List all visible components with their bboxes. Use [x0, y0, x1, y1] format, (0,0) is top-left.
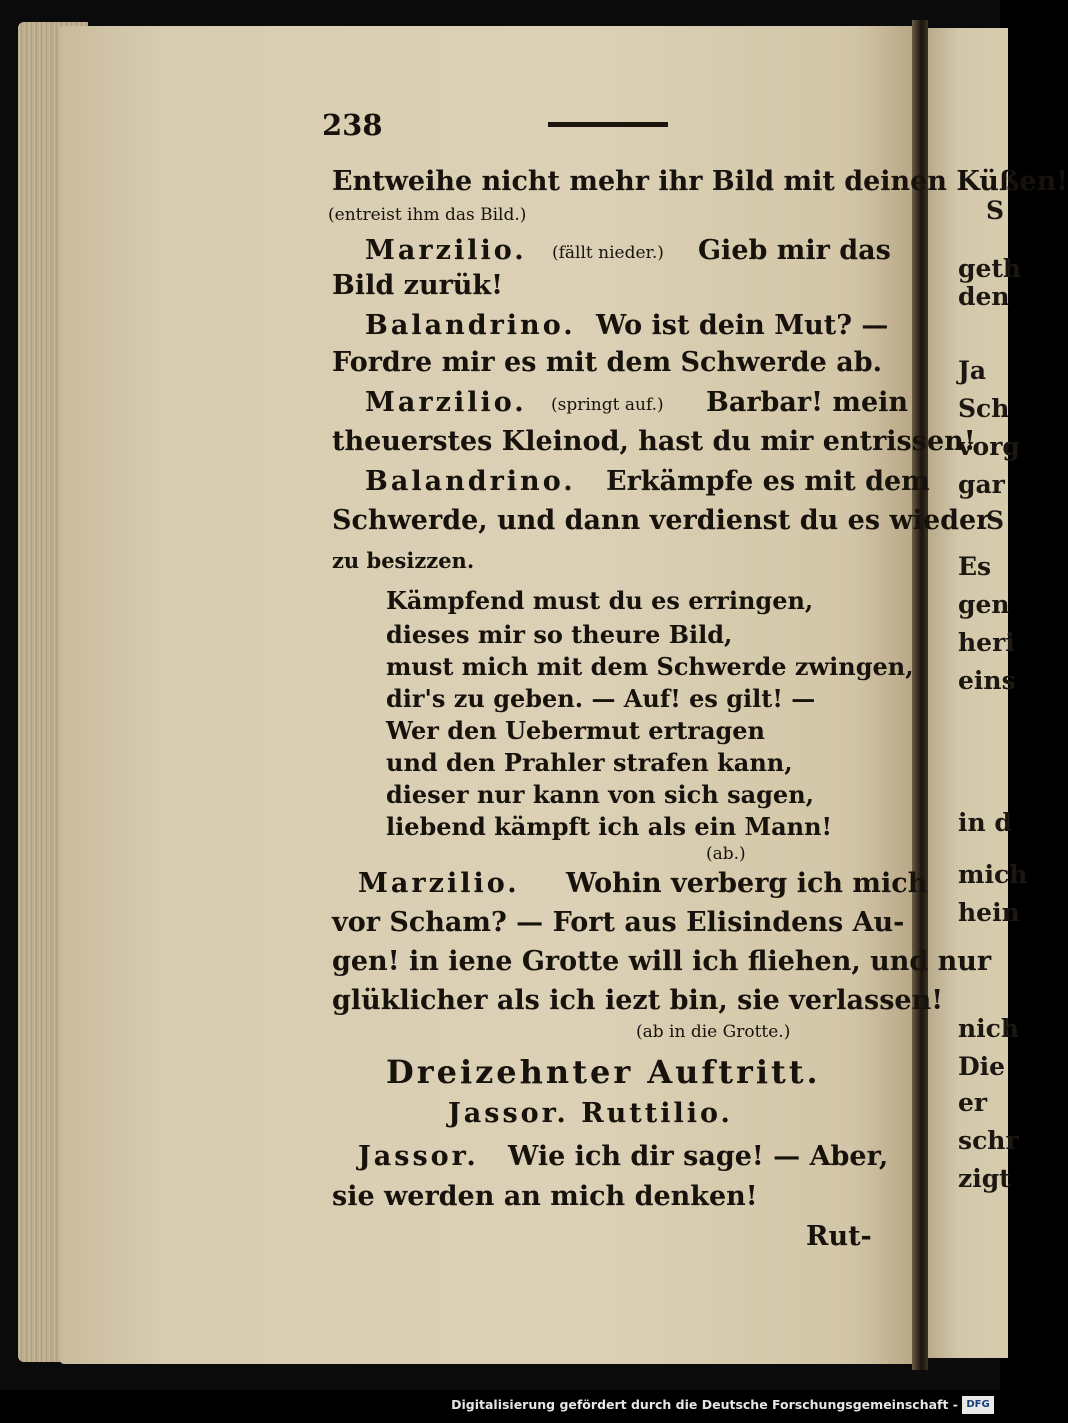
- stage-direction: (ab.): [706, 844, 746, 864]
- adjacent-fragment: Ja: [958, 356, 987, 385]
- scene-heading: Dreizehnter Auftritt.: [386, 1053, 821, 1091]
- text-line: Schwerde, und dann verdienst du es wieder: [332, 505, 991, 536]
- adjacent-fragment: S: [986, 196, 1005, 225]
- text-line: Bild zurük!: [332, 270, 503, 301]
- catchword: Rut-: [806, 1221, 872, 1252]
- adjacent-fragment: gar: [958, 470, 1005, 499]
- text-line: theuerstes Kleinod, hast du mir entrissen!: [332, 426, 976, 457]
- verse-line: must mich mit dem Schwerde zwingen,: [386, 652, 914, 681]
- header-rule: [548, 122, 668, 127]
- adjacent-fragment: hein: [958, 898, 1020, 927]
- speaker-name: Marzilio.: [365, 387, 527, 418]
- verse-line: und den Prahler strafen kann,: [386, 748, 793, 777]
- dfg-logo: DFG: [962, 1396, 994, 1414]
- verse-line: dieser nur kann von sich sagen,: [386, 780, 815, 809]
- text-line: Gieb mir das: [698, 235, 891, 266]
- stage-direction: (ab in die Grotte.): [636, 1022, 791, 1042]
- stage-direction: (springt auf.): [551, 395, 664, 415]
- stage-direction: (fällt nieder.): [552, 243, 664, 263]
- adjacent-fragment: Es: [958, 552, 992, 581]
- adjacent-fragment: geth: [958, 254, 1022, 283]
- adjacent-fragment: zigt: [958, 1164, 1011, 1193]
- text-line: zu besizzen.: [332, 548, 475, 573]
- adjacent-fragment: den: [958, 282, 1010, 311]
- footer-bar: [0, 1390, 1000, 1423]
- verse-line: Wer den Uebermut ertragen: [386, 716, 765, 745]
- verse-line: Kämpfend must du es erringen,: [386, 586, 814, 615]
- text-line: Barbar! mein: [706, 387, 909, 418]
- adjacent-fragment: nich: [958, 1014, 1020, 1043]
- text-line: Wohin verberg ich mich: [566, 868, 928, 899]
- adjacent-fragment: er: [958, 1088, 988, 1117]
- adjacent-fragment: in d: [958, 808, 1012, 837]
- adjacent-fragment: gen: [958, 590, 1010, 619]
- adjacent-fragment: mich: [958, 860, 1028, 889]
- text-line: Wie ich dir sage! — Aber,: [508, 1141, 889, 1172]
- adjacent-fragment: schr: [958, 1126, 1019, 1155]
- scene-characters: Jassor. Ruttilio.: [448, 1098, 733, 1129]
- speaker-name: Marzilio.: [358, 868, 520, 899]
- page-number: 238: [322, 108, 383, 142]
- adjacent-fragment: vorg: [958, 432, 1020, 461]
- verse-line: dir's zu geben. — Auf! es gilt! —: [386, 684, 816, 713]
- stage-direction: (entreist ihm das Bild.): [328, 205, 527, 225]
- adjacent-fragment: Die: [958, 1052, 1006, 1081]
- funding-notice: Digitalisierung gefördert durch die Deutsche Forschungsgemeinschaft -: [451, 1397, 958, 1412]
- speaker-name: Balandrino.: [365, 466, 576, 497]
- adjacent-fragment: eins: [958, 666, 1016, 695]
- text-line: vor Scham? — Fort aus Elisindens Au-: [332, 907, 905, 938]
- text-line: gen! in iene Grotte will ich fliehen, und nur: [332, 946, 992, 977]
- text-line: Entweihe nicht mehr ihr Bild mit deinen Küßen!: [332, 166, 1068, 197]
- text-line: Fordre mir es mit dem Schwerde ab.: [332, 347, 883, 378]
- verse-line: dieses mir so theure Bild,: [386, 620, 733, 649]
- text-line: glüklicher als ich iezt bin, sie verlassen!: [332, 985, 944, 1016]
- adjacent-fragment: S: [986, 506, 1005, 535]
- speaker-name: Balandrino.: [365, 310, 576, 341]
- text-line: sie werden an mich denken!: [332, 1181, 758, 1212]
- verse-line: liebend kämpft ich als ein Mann!: [386, 812, 833, 841]
- text-line: Wo ist dein Mut? —: [596, 310, 889, 341]
- adjacent-fragment: heri: [958, 628, 1015, 657]
- text-line: Erkämpfe es mit dem: [606, 466, 930, 497]
- speaker-name: Marzilio.: [365, 235, 527, 266]
- adjacent-fragment: Sch: [958, 394, 1010, 423]
- speaker-name: Jassor.: [358, 1141, 479, 1172]
